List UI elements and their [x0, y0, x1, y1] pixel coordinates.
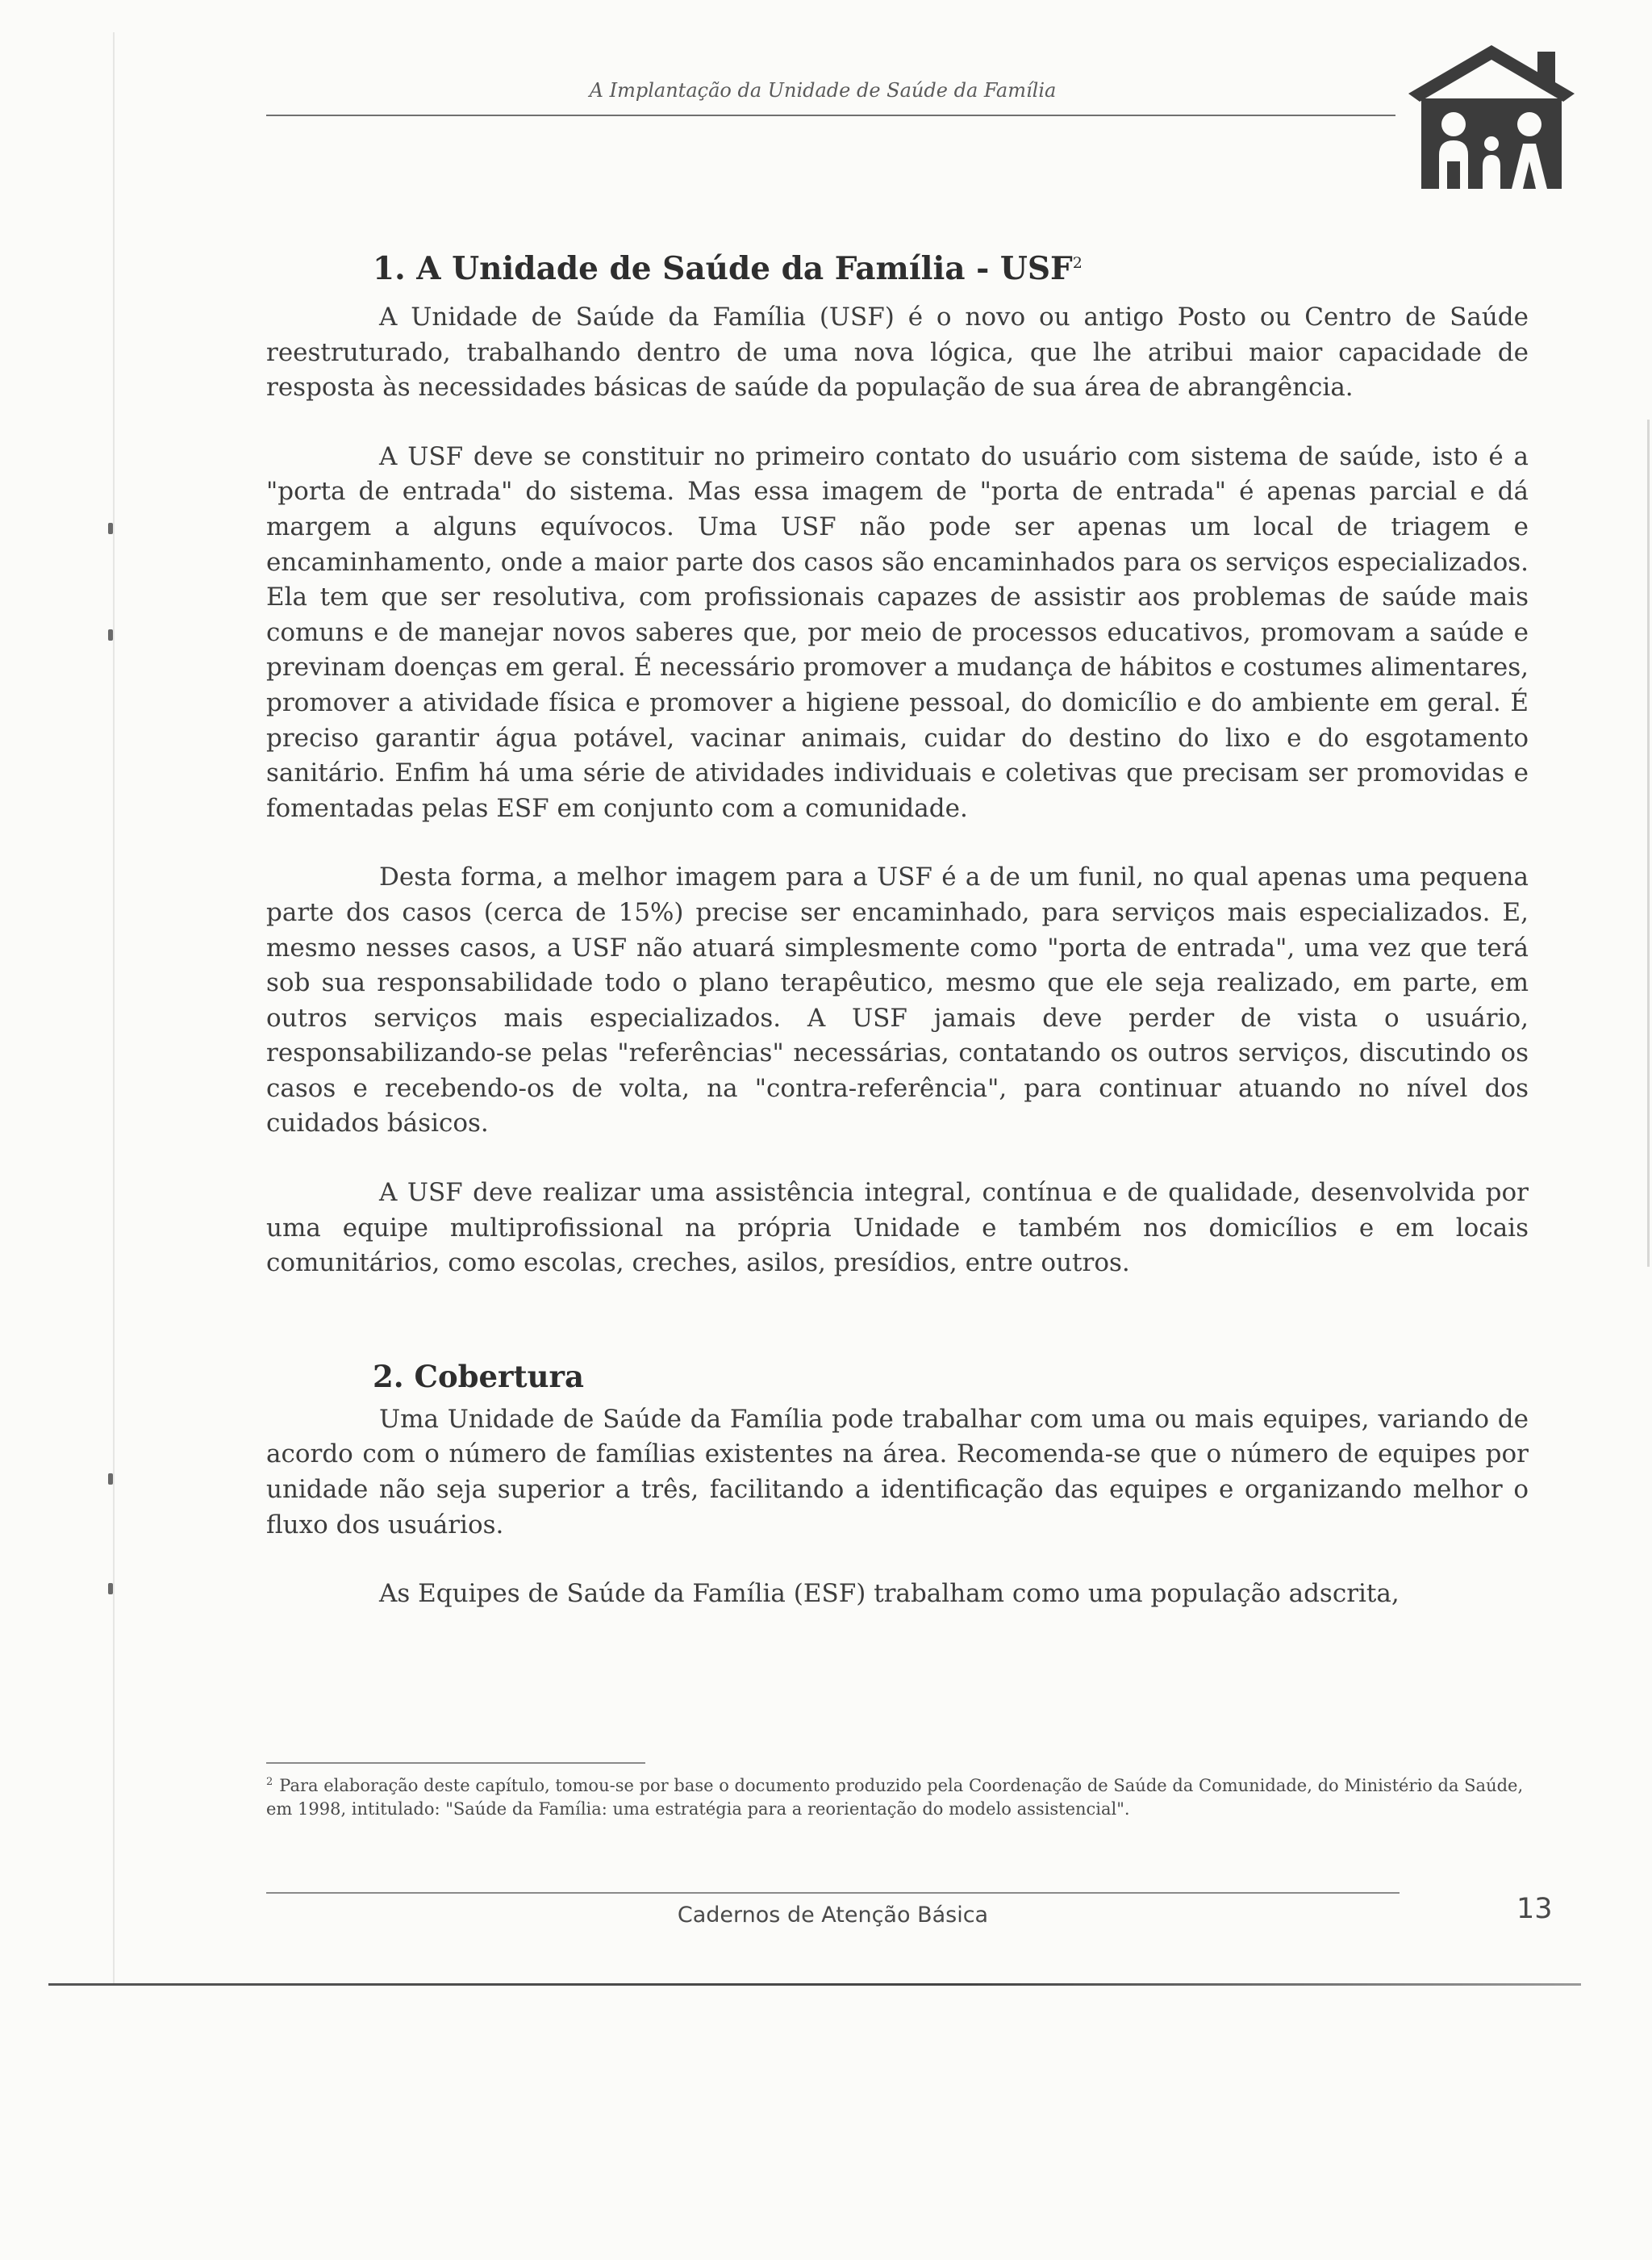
- margin-mark: [108, 523, 113, 534]
- paragraph: As Equipes de Saúde da Família (ESF) trabalham como uma população adscrita,: [379, 1579, 1400, 1609]
- publication-title: Cadernos de Atenção Básica: [677, 1903, 989, 1928]
- page-body: [266, 242, 1529, 1612]
- page-number: 13: [1516, 1893, 1553, 1925]
- scan-margin-line: [113, 32, 115, 1985]
- paragraph: A USF deve se constituir no primeiro contato do usuário com sistema de saúde, isto é a "porta de entrada" do sistema. Mas essa imagem de "porta de entrada" é apenas parcial e dá margem a alguns equívocos. Uma USF não pode ser apenas um local de triagem e encaminhamento, onde a maior parte dos casos são encaminhados para os serviços especializados. Ela tem que ser resolutiva, com profissionais capazes de assistir aos problemas de saúde mais comuns e de manejar novos saberes que, por meio de processos educativos, promovam a saúde e previnam doenças em geral. É necessário promover a mudança de hábitos e costumes alimentares, promover a atividade física e promover a higiene pessoal, do domicílio e do ambiente em geral. É preciso garantir água potável, vacinar animais, cuidar do destino do lixo e do esgotamento sanitário. Enfim há uma série de atividades individuais e coletivas que precisam ser promovidas e fomentadas pelas ESF em conjunto com a comunidade.: [266, 441, 1529, 823]
- paragraph: Desta forma, a melhor imagem para a USF é a de um funil, no qual apenas uma pequena parte dos casos (cerca de 15%) precise ser encaminhado, para serviços mais especializados. E, mesmo nesses casos, a USF não atuará simplesmente como "porta de entrada", uma vez que terá sob sua responsabilidade todo o plano terapêutico, mesmo que ele seja realizado, em parte, em outros serviços mais especializados. A USF jamais deve perder de vista o usuário, responsabilizando-se pelas "referências" necessárias, contatando os outros serviços, discutindo os casos e recebendo-os de volta, na "contra-referência", para continuar atuando no nível dos cuidados básicos.: [266, 863, 1529, 1138]
- paragraph: A Unidade de Saúde da Família (USF) é o novo ou antigo Posto ou Centro de Saúde reestruturado, trabalhando dentro de uma nova lógica, que lhe atribui maior capacidade de resposta às necessidades básicas de saúde da população de sua área de abrangência.: [266, 303, 1529, 403]
- section-heading: [373, 250, 1529, 287]
- margin-mark: [108, 629, 113, 641]
- margin-mark: [108, 1473, 113, 1485]
- paragraph: A USF deve realizar uma assistência integral, contínua e de qualidade, desenvolvida por uma equipe multiprofissional na própria Unidade e também nos domicílios e em locais comunitários, como escolas, creches, asilos, presídios, entre outros.: [266, 1178, 1529, 1278]
- house-family-icon: [1404, 40, 1579, 194]
- scan-edge-line: [1647, 420, 1650, 1267]
- section-heading-text: 1. A Unidade de Saúde da Família - USF: [373, 250, 1073, 287]
- footnote: [266, 1770, 1529, 1821]
- footnote-rule: [266, 1762, 645, 1764]
- header-rule: [266, 115, 1395, 116]
- footnote-reference: 2: [1072, 254, 1083, 272]
- scan-bottom-edge: [48, 1983, 1581, 1986]
- footer-rule: [266, 1892, 1400, 1894]
- section-heading: 2. Cobertura: [373, 1358, 584, 1394]
- paragraph: Uma Unidade de Saúde da Família pode trabalhar com uma ou mais equipes, variando de acordo com o número de famílias existentes na área. Recomenda-se que o número de equipes por unidade não seja superior a três, facilitando a identificação das equipes e organizando melhor o fluxo dos usuários.: [266, 1404, 1529, 1539]
- running-title: A Implantação da Unidade de Saúde da Família: [589, 79, 1057, 102]
- footnote-text: Para elaboração deste capítulo, tomou-se por base o documento produzido pela Coordenação de Saúde da Comunidade, do Ministério da Saúde, em 1998, intitulado: "Saúde da Família: uma estratégia para a reorientação do modelo assistencial".: [266, 1776, 1524, 1819]
- footnote-mark: 2: [266, 1776, 273, 1788]
- margin-mark: [108, 1583, 113, 1594]
